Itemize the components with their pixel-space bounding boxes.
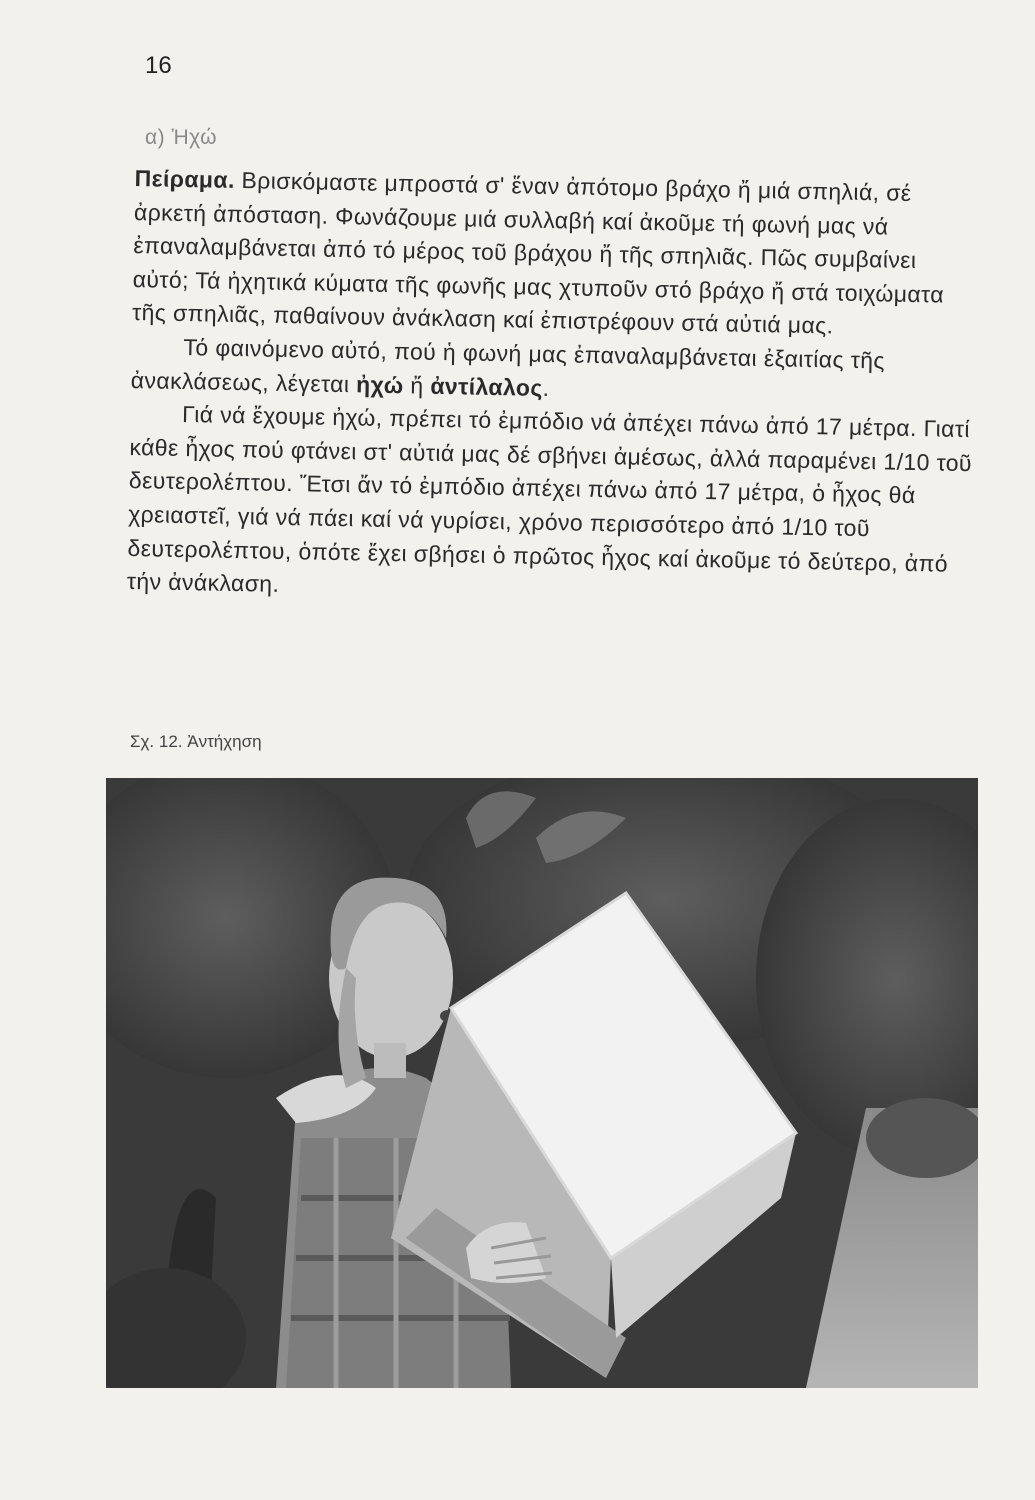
body-text: [127, 162, 980, 615]
distance-paragraph: Γιά νά ἔχουμε ἠχώ, πρέπει τό ἐμπόδιο νά ἀπέχει πάνω ἀπό 17 μέτρα. Γιατί κάθε ἦχος πού φτάνει στ' αὐτιά μας δέ σβήνει ἀμέσως, ἀλλά παραμένει 1/10 τοῦ δευτερολέπτου. Ἔτσι ἄν τό ἐμπόδιο ἀπέχει πάνω ἀπό 17 μέτρα, ὁ ἦχος θά χρειαστεῖ, γιά νά πάει καί νά γυρίσει, χρόνο περισσότερο ἀπό 1/10 τοῦ δευτερολέπτου, ὁπότε ἔχει σβήσει ὁ πρῶτος ἦχος καί ἀκοῦμε τό δεύτερο, ἀπό τήν ἀνάκλαση.: [126, 401, 973, 597]
page-number: 16: [145, 52, 172, 79]
definition-text: Τό φαινόμενο αὐτό, πού ἡ φωνή μας ἐπαναλαμβάνεται ἐξαιτίας τῆς ἀνακλάσεως, λέγεται: [130, 333, 886, 397]
term-echo: ἠχώ: [355, 370, 404, 398]
section-heading: α) Ἠχώ: [145, 126, 218, 149]
figure-caption: Σχ. 12. Ἀντήχηση: [130, 732, 262, 751]
photo-illustration: [106, 778, 978, 1388]
term-antilalos: ἀντίλαλος: [430, 372, 543, 401]
experiment-label: Πείραμα.: [134, 164, 236, 193]
definition-end: .: [542, 374, 550, 401]
figure-photo: [106, 778, 978, 1388]
experiment-text: Βρισκόμαστε μπροστά σ' ἕναν ἀπότομο βράχο ἤ μιά σπηλιά, σέ ἀρκετή ἀπόσταση. Φωνάζουμε μιά συλλαβή καί ἀκοῦμε τή φωνή μας νά ἐπαναλαμβάνεται ἀπό τό μέρος τοῦ βράχου ἤ τῆς σπηλιᾶς. Πῶς συμβαίνει αὐτό; Τά ἠχητικά κύματα τῆς φωνῆς μας χτυποῦν στό βράχο ἤ στά τοιχώματα τῆς σπηλιᾶς, παθαίνουν ἀνάκλαση καί ἐπιστρέφουν στά αὐτιά μας.: [131, 166, 945, 339]
definition-connector: ἤ: [403, 371, 431, 399]
experiment-paragraph: [132, 162, 980, 346]
